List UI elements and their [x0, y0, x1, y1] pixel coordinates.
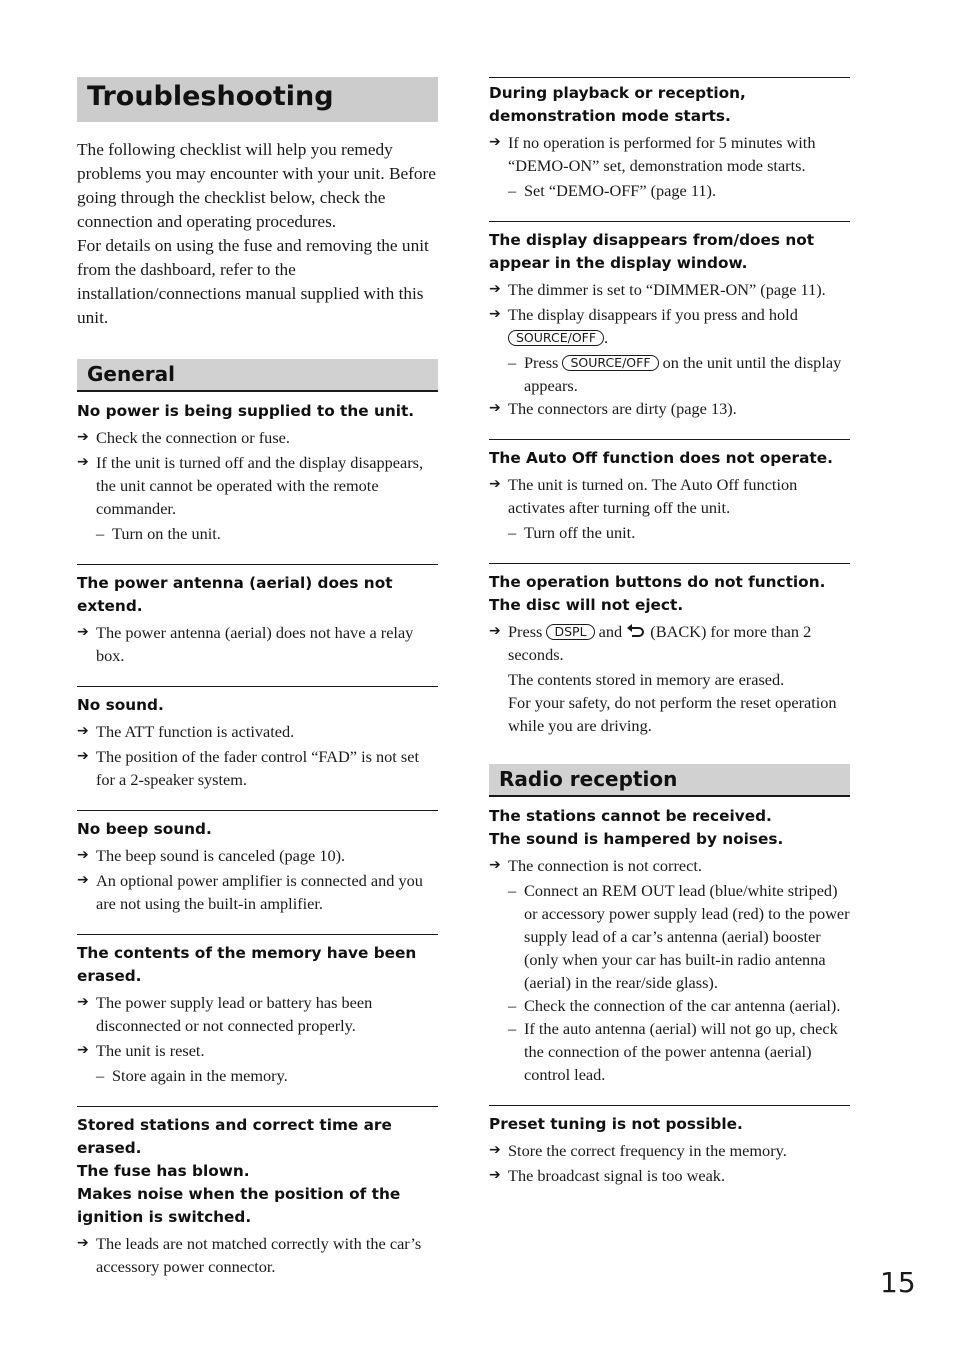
issue-heading: Makes noise when the position of the ignition is switched.	[77, 1185, 401, 1226]
issue-heading: During playback or reception, demonstration mode starts.	[489, 84, 746, 125]
issue-no-beep	[77, 810, 438, 915]
cause-item: ➔ Press DSPL and (BACK) for more than 2 seconds.	[489, 622, 812, 664]
issue-heading: The Auto Off function does not operate.	[489, 449, 833, 467]
cause-item: ➔ The broadcast signal is too weak.	[489, 1166, 726, 1185]
arrow-icon: ➔	[77, 454, 89, 470]
issue-antenna	[77, 564, 438, 667]
cause-item: ➔ The beep sound is canceled (page 10).	[77, 846, 346, 865]
remedy-item: – Store again in the memory.	[96, 1066, 288, 1085]
arrow-icon: ➔	[77, 624, 89, 640]
issue-heading: Stored stations and correct time are erased.	[77, 1116, 392, 1157]
dash-icon: –	[508, 353, 517, 372]
cause-item: ➔ The power supply lead or battery has been disconnected or not connected properly.	[77, 993, 373, 1035]
cause-item: ➔ The position of the fader control “FAD” is not set for a 2-speaker system.	[77, 747, 419, 789]
issue-heading: The fuse has blown.	[77, 1162, 250, 1180]
issue-heading: The contents of the memory have been erased.	[77, 944, 417, 985]
issue-heading: The stations cannot be received.	[489, 807, 772, 825]
dash-icon: –	[96, 524, 105, 543]
issue-heading: No power is being supplied to the unit.	[77, 402, 415, 420]
arrow-icon: ➔	[77, 748, 89, 764]
dash-icon: –	[508, 1019, 517, 1038]
issue-stored-stations	[77, 1106, 438, 1278]
cause-item: ➔ The unit is reset.	[77, 1041, 205, 1060]
issue-heading: No beep sound.	[77, 820, 212, 838]
remedy-item: – Set “DEMO-OFF” (page 11).	[508, 181, 717, 200]
issue-heading: The disc will not eject.	[489, 596, 684, 614]
dash-icon: –	[508, 996, 517, 1015]
issue-heading: The power antenna (aerial) does not extend.	[77, 574, 393, 615]
remedy-item: – Press SOURCE/OFF on the unit until the display appears.	[508, 353, 842, 395]
arrow-icon: ➔	[489, 306, 501, 322]
cause-item: ➔ The display disappears if you press and hold SOURCE/OFF .	[489, 305, 798, 347]
arrow-icon: ➔	[77, 847, 89, 863]
right-column	[489, 77, 850, 1189]
cause-item: ➔ If no operation is performed for 5 minutes with “DEMO-ON” set, demonstration mode starts.	[489, 133, 816, 175]
cause-item: ➔ The ATT function is activated.	[77, 722, 295, 741]
issue-stations	[489, 797, 850, 1086]
dash-icon: –	[508, 881, 517, 900]
arrow-icon: ➔	[489, 134, 501, 150]
issue-no-power	[77, 392, 438, 545]
remedy-item: – Turn on the unit.	[96, 524, 221, 543]
intro-paragraph: The following checklist will help you remedy problems you may encounter with your unit. Before going through the checklist below, check the connection and operating procedures.	[77, 140, 436, 231]
issue-preset-tuning	[489, 1105, 850, 1187]
issue-no-sound	[77, 686, 438, 791]
issue-heading: No sound.	[77, 696, 164, 714]
cause-item: ➔ The connection is not correct.	[489, 856, 702, 875]
issue-demo-mode	[489, 77, 850, 202]
cause-item: ➔ The connectors are dirty (page 13).	[489, 399, 737, 418]
cause-item: ➔ The power antenna (aerial) does not have a relay box.	[77, 623, 414, 665]
issue-heading: The display disappears from/does not appear in the display window.	[489, 231, 815, 272]
cause-item: ➔ If the unit is turned off and the display disappears, the unit cannot be operated with the remote commander.	[77, 453, 424, 518]
cause-item: ➔ An optional power amplifier is connected and you are not using the built-in amplifier.	[77, 871, 423, 913]
page-number: 15	[880, 1266, 916, 1299]
cause-item: ➔ Store the correct frequency in the memory.	[489, 1141, 787, 1160]
issue-display	[489, 221, 850, 420]
arrow-icon: ➔	[489, 857, 501, 873]
intro-paragraph: For details on using the fuse and removing the unit from the dashboard, refer to the installation/connections manual supplied with this unit.	[77, 236, 429, 327]
intro	[77, 138, 438, 330]
arrow-icon: ➔	[77, 994, 89, 1010]
arrow-icon: ➔	[489, 476, 501, 492]
arrow-icon: ➔	[489, 1142, 501, 1158]
source-off-key: SOURCE/OFF	[562, 355, 658, 371]
issue-heading: The sound is hampered by noises.	[489, 830, 784, 848]
cause-item: ➔ The dimmer is set to “DIMMER-ON” (page 11).	[489, 280, 826, 299]
dash-icon: –	[96, 1066, 105, 1085]
left-column	[77, 77, 438, 1280]
issue-heading: Preset tuning is not possible.	[489, 1115, 743, 1133]
arrow-icon: ➔	[489, 623, 501, 639]
section-title-radio: Radio reception	[489, 764, 850, 797]
arrow-icon: ➔	[77, 872, 89, 888]
dspl-key: DSPL	[546, 624, 594, 640]
issue-auto-off	[489, 439, 850, 544]
arrow-icon: ➔	[489, 400, 501, 416]
cause-item: ➔ The leads are not matched correctly with the car’s accessory power connector.	[77, 1234, 422, 1276]
issue-operation-buttons	[489, 563, 850, 737]
arrow-icon: ➔	[77, 723, 89, 739]
dash-icon: –	[508, 523, 517, 542]
issue-memory	[77, 934, 438, 1087]
remedy-item: – Check the connection of the car antenna (aerial).	[508, 996, 841, 1015]
issue-heading: The operation buttons do not function.	[489, 573, 826, 591]
section-title-general: General	[77, 359, 438, 392]
cause-item: ➔ The unit is turned on. The Auto Off function activates after turning off the unit.	[489, 475, 798, 517]
arrow-icon: ➔	[77, 429, 89, 445]
dash-icon: –	[508, 181, 517, 200]
arrow-icon: ➔	[77, 1042, 89, 1058]
arrow-icon: ➔	[489, 281, 501, 297]
note-text: The contents stored in memory are erased.	[508, 670, 785, 689]
arrow-icon: ➔	[77, 1235, 89, 1251]
cause-item: ➔ Check the connection or fuse.	[77, 428, 290, 447]
note-text: For your safety, do not perform the reset operation while you are driving.	[508, 693, 837, 735]
remedy-item: – If the auto antenna (aerial) will not go up, check the connection of the power antenna (aerial) control lead.	[508, 1019, 838, 1084]
source-off-key: SOURCE/OFF	[508, 330, 604, 346]
arrow-icon: ➔	[489, 1167, 501, 1183]
page-title: Troubleshooting	[77, 77, 438, 122]
remedy-item: – Turn off the unit.	[508, 523, 636, 542]
remedy-item: – Connect an REM OUT lead (blue/white striped) or accessory power supply lead (red) to the power supply lead of a car’s antenna (aerial) booster (only when your car has built-in radio antenna (aerial) in the rear/side glass).	[508, 881, 850, 992]
back-icon	[626, 623, 646, 639]
